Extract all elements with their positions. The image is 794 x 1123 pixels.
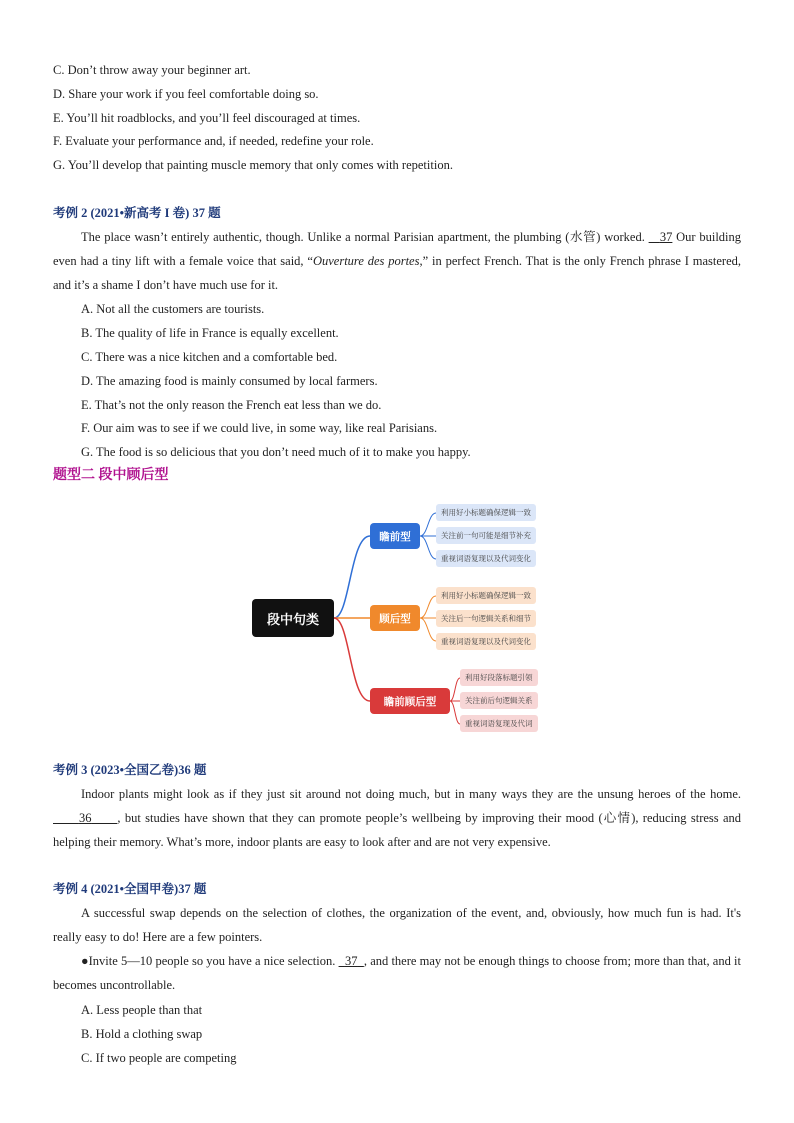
leaf-item: 重视词语复现及代词 bbox=[460, 715, 538, 732]
branch-3: 瞻前顾后型 bbox=[370, 688, 450, 714]
italic-phrase: Ouverture des portes bbox=[312, 254, 420, 268]
passage-text: , and there may not be enough things to choose from; more than that, and it becomes uncontrollable. bbox=[53, 954, 741, 992]
option-line: G. You’ll develop that painting muscle memory that only comes with repetition. bbox=[53, 158, 453, 172]
example-4-passage: A successful swap depends on the selection of clothes, the organization of the event, and, obviously, how much fun is had. It's really easy to do! Here are a few pointers. bbox=[53, 906, 741, 944]
leaf-item: 重视词语复现以及代词变化 bbox=[436, 633, 536, 650]
passage-text: ●Invite 5—10 people so you have a nice selection. bbox=[81, 954, 336, 968]
leaf-item: 关注前一句可能是细节补充 bbox=[436, 527, 536, 544]
option-line: G. The food is so delicious that you don’t need much of it to make you happy. bbox=[81, 445, 471, 459]
option-line: C. If two people are competing bbox=[81, 1051, 237, 1065]
passage-text: ,” in perfect French. That is the only French phrase I mastered, and it’s a shame I don’t have much use for it. bbox=[53, 254, 741, 292]
leaf-item: 关注后一句逻辑关系和细节 bbox=[436, 610, 536, 627]
answer-blank: 37 bbox=[344, 954, 358, 968]
branch-2: 顾后型 bbox=[370, 605, 420, 631]
option-line: A. Less people than that bbox=[81, 1003, 203, 1017]
leaf-item: 关注前后句逻辑关系 bbox=[460, 692, 538, 709]
leaf-item: 重视词语复现以及代词变化 bbox=[436, 550, 536, 567]
example-3-title: 考例 3 (2023•全国乙卷)36 题 bbox=[53, 763, 207, 777]
passage-text: Indoor plants might look as if they just sit around not doing much, but in many ways they are the unsung heroes of the home. bbox=[81, 787, 741, 801]
option-line: F. Evaluate your performance and, if needed, redefine your role. bbox=[53, 134, 374, 148]
example-4-pointer bbox=[53, 949, 741, 997]
mind-map-root: 段中句类 bbox=[252, 599, 334, 637]
answer-blank: 36 bbox=[78, 811, 92, 825]
example-2-passage bbox=[53, 225, 741, 297]
option-line: D. Share your work if you feel comfortable doing so. bbox=[53, 87, 319, 101]
option-line: D. The amazing food is mainly consumed by local farmers. bbox=[81, 374, 378, 388]
mind-map bbox=[250, 502, 550, 742]
leaf-item: 利用好小标题确保逻辑一致 bbox=[436, 504, 536, 521]
leaf-item: 利用好小标题确保逻辑一致 bbox=[436, 587, 536, 604]
passage-text: , but studies have shown that they can promote people’s wellbeing by improving their mood (心情), reducing stress and helping their memory. What’s more, indoor plants are easy to look after and are not very expensive. bbox=[53, 811, 742, 849]
option-line: C. There was a nice kitchen and a comfortable bed. bbox=[81, 350, 338, 364]
option-line: F. Our aim was to see if we could live, in some way, like real Parisians. bbox=[81, 421, 438, 435]
option-line: E. That’s not the only reason the French eat less than we do. bbox=[81, 398, 382, 412]
branch-1: 瞻前型 bbox=[370, 523, 420, 549]
example-2-title: 考例 2 (2021•新高考 I 卷) 37 题 bbox=[53, 206, 221, 220]
passage-text: Our building even had a tiny lift with a female voice that said, “ bbox=[53, 230, 742, 268]
example-4-title: 考例 4 (2021•全国甲卷)37 题 bbox=[53, 882, 207, 896]
option-line: C. Don’t throw away your beginner art. bbox=[53, 63, 251, 77]
option-line: A. Not all the customers are tourists. bbox=[81, 302, 265, 316]
leaf-item: 利用好段落标题引领 bbox=[460, 669, 538, 686]
example-3-passage bbox=[53, 782, 741, 854]
option-line: B. Hold a clothing swap bbox=[81, 1027, 203, 1041]
passage-text: The place wasn’t entirely authentic, though. Unlike a normal Parisian apartment, the plumbing (水管) worked. bbox=[81, 230, 645, 244]
answer-blank: 37 bbox=[659, 230, 673, 244]
option-line: E. You’ll hit roadblocks, and you’ll feel discouraged at times. bbox=[53, 111, 361, 125]
option-line: B. The quality of life in France is equally excellent. bbox=[81, 326, 339, 340]
section-title: 题型二 段中顾后型 bbox=[53, 468, 169, 483]
